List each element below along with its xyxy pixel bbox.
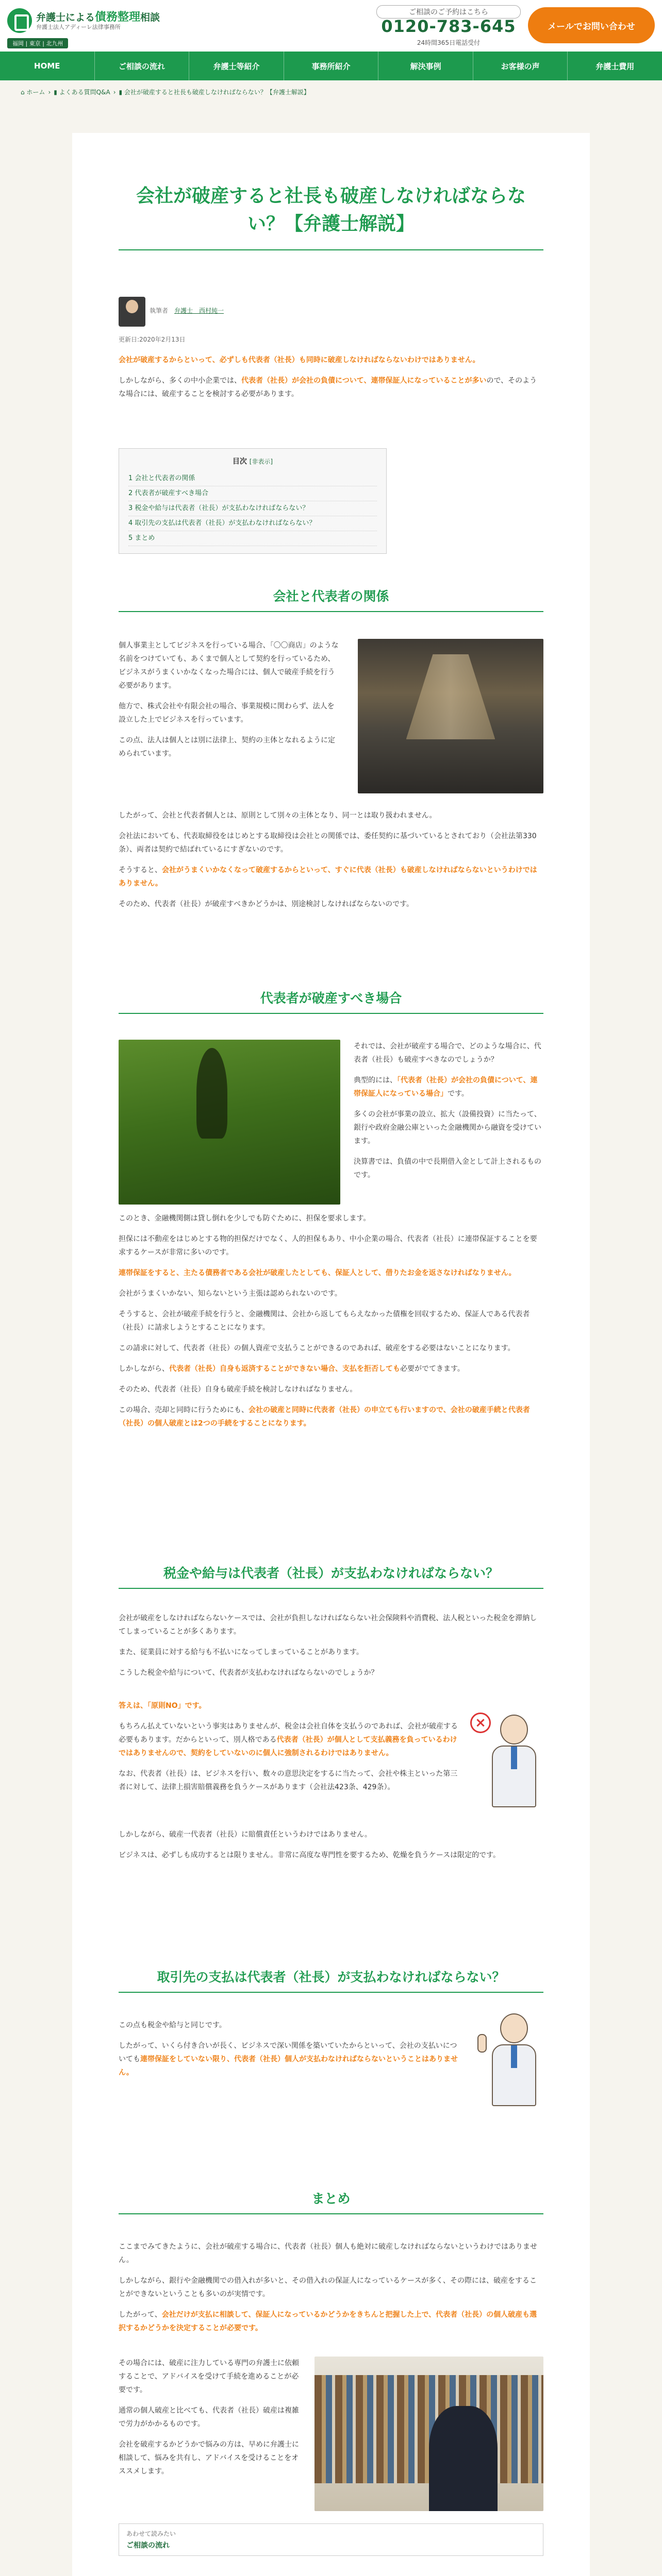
page-title: 会社が破産すると社長も破産しなければならない？【弁護士解説】 bbox=[136, 185, 526, 234]
nav-office[interactable]: 事務所紹介 bbox=[284, 52, 379, 80]
site-header bbox=[0, 0, 662, 52]
tel-label: ご相談のご予約はこちら bbox=[376, 5, 521, 19]
section-heading-summary: まとめ bbox=[119, 2189, 543, 2214]
intro-text: しかしながら、多くの中小企業では、代表者（社長）が会社の負債について、連帯保証人になっていることが多いので、そのような場合には、破産することを検討する必要があります。 bbox=[119, 377, 537, 398]
title-rule bbox=[119, 249, 543, 250]
article-header bbox=[119, 182, 543, 238]
breadcrumb-faq[interactable]: ▮ よくある質問Q&A bbox=[54, 89, 110, 96]
toc-item[interactable]: 3 税金や給与は代表者（社長）が支払わなければならない？ bbox=[128, 501, 377, 516]
lawyer-office-photo bbox=[315, 2357, 543, 2511]
updated-date: 更新日:2020年2月13日 bbox=[119, 336, 186, 343]
breadcrumb-home[interactable]: ⌂ ホーム bbox=[21, 89, 45, 96]
toc-item[interactable]: 4 取引先の支払は代表者（社長）が支払わなければならない？ bbox=[128, 516, 377, 531]
nav-voices[interactable]: お客様の声 bbox=[473, 52, 568, 80]
toc-toggle[interactable]: [非表示] bbox=[249, 458, 273, 465]
author-link[interactable]: 弁護士 西村純一 bbox=[174, 307, 224, 314]
shopping-street-photo bbox=[358, 639, 543, 793]
author-line: 執筆者 弁護士 西村純一 bbox=[150, 307, 224, 314]
section3-answer: 答えは、「原則NO」です。 もちろん払えていないという事実はありませんが、税金は会社自体を支払うのであれば、会社が破産する必要もあります。だからといって、別人格である代表者（社長）が個人として支払義務を負っているわけではありませんので、契約をしていないのに個人に強制されるわけではありません。 なお、代表者（社長）は、ビジネスを行い、数々の意思決定をするに当たって、会社や株主といった第三者に対して、法律上損害賠償義務を負うケースがあります（会社法423条、429条）。 bbox=[119, 1702, 458, 1791]
section2-body: このとき、金融機関側は貸し倒れを少しでも防ぐために、担保を要求します。 担保には不動産をはじめとする物的担保だけでなく、人的担保もあり、中小企業の場合、代表者（社長）に連帯保証することを要求するケースが非常に多いのです。 連帯保証をすると、主たる債務者である会社が破産したとしても、保証人として、借りたお金を返さなければなりません。 会社がうまくいかない、知らないという主張は認められないのです。 そうすると、会社が破産手続を行うと、金融機関は、会社から返してもらえなかった債権を回収するため、保証人である代表者（社長）に請求しようとすることになります。 この請求に対して、代表者（社長）の個人資産で支払うことができるのであれば、破産をする必要はないことになります。 しかしながら、代表者（社長）自身も返済することができない場合、支払を拒否しても必要がでてきます。 そのため、代表者（社長）自身も破産手続を検討しなければなりません。 この場合、売却と同時に行うためにも、会社の破産と同時に代表者（社長）の申立ても行いますので、会社の破産手続と代表者（社長）の個人破産とは2つの手続をすることになります。 bbox=[119, 1214, 537, 1428]
tel-hours: 24時間365日電話受付 bbox=[417, 39, 481, 46]
author-avatar bbox=[119, 297, 145, 327]
nav-cases[interactable]: 解決事例 bbox=[378, 52, 473, 80]
related-read-label: あわせて読みたい bbox=[126, 2530, 176, 2537]
toc-title: 目次 [非表示] bbox=[232, 457, 273, 466]
cross-icon: × bbox=[470, 1713, 491, 1733]
pointing-hand bbox=[477, 2034, 487, 2053]
toc-item[interactable]: 5 まとめ bbox=[128, 531, 377, 546]
area-list: 福岡 | 東京 | 北九州 bbox=[7, 38, 68, 48]
nav-fees[interactable]: 弁護士費用 bbox=[595, 61, 635, 71]
lead-text: 会社が破産するからといって、必ずしも代表者（社長）も同時に破産しなければならないわけではありません。 bbox=[119, 356, 480, 364]
table-of-contents bbox=[119, 448, 387, 554]
nav-home[interactable]: HOME bbox=[0, 52, 95, 80]
summary-advice: その場合には、破産に注力している専門の弁護士に依頼することで、アドバイスを受けて手続を進めることが必要です。 通常の個人破産と比べても、代表者（社長）破産は複雑で労力がかかるものです。 会社を破産するかどうかで悩みの方は、早めに弁護士に相談して、悩みを共有し、アドバイスを受けることをオススメします。 bbox=[119, 2359, 299, 2476]
section-heading-relationship: 会社と代表者の関係 bbox=[119, 586, 543, 612]
logo-icon[interactable] bbox=[7, 8, 32, 33]
businessman-no-illustration bbox=[475, 1715, 541, 1812]
toc-item[interactable]: 1 会社と代表者の関係 bbox=[128, 471, 377, 486]
breadcrumb-current: ▮ 会社が破産すると社長も破産しなければならない？【弁護士解説】 bbox=[119, 89, 310, 96]
toc-item[interactable]: 2 代表者が破産すべき場合 bbox=[128, 486, 377, 501]
mail-contact-button[interactable]: メールでお問い合わせ bbox=[528, 7, 655, 43]
breadcrumb: ⌂ ホーム › ▮ よくある質問Q&A › ▮ 会社が破産すると社長も破産しなければならない？【弁護士解説】 bbox=[21, 89, 310, 96]
nav-flow[interactable]: ご相談の流れ bbox=[95, 52, 190, 80]
section-heading-tax-salary: 税金や給与は代表者（社長）が支払わなければならない？ bbox=[119, 1563, 543, 1589]
section-heading-trade-partner: 取引先の支払は代表者（社長）が支払わなければならない？ bbox=[119, 1967, 543, 1993]
businessman-pointing-illustration bbox=[485, 2013, 541, 2111]
related-read-box[interactable] bbox=[119, 2523, 543, 2556]
section3-body: しかしながら、破産一代表者（社長）に賠償責任というわけではありません。 ビジネスは、必ずしも成功するとは限りません。非常に高度な専門性を要するため、乾燥を負うケースは限定的です。 bbox=[119, 1831, 501, 1859]
article-card bbox=[72, 133, 590, 2576]
site-logo[interactable]: 弁護士による債務整理相談 bbox=[36, 11, 160, 24]
section3-intro: 会社が破産をしなければならないケースでは、会社が負担しなければならない社会保険料や消費税、法人税といった税金を滞納してしまっていることが多くあります。 また、従業員に対する給与も不払いになってしまっていることがあります。 こうした税金や給与について、代表者が支払わなければならないのでしょうか？ bbox=[119, 1614, 537, 1677]
section4-body: この点も税金や給与と同じです。 したがって、いくら付き合いが長く、ビジネスで深い関係を築いていたからといって、会社の支払いについても連帯保証をしていない限り、代表者（社長）個人が支払わなければならないということはありません。 bbox=[119, 2021, 458, 2077]
section1-body: したがって、会社と代表者個人とは、原則として別々の主体となり、同一とは取り扱われません。 会社法においても、代表取締役をはじめとする取締役は会社との関係では、委任契約に基づいているとされており（会社法第330条）、両者は契約で結ばれているにすぎないのです。 そうすると、会社がうまくいかなくなって破産するからといって、すぐに代表（社長）も破産しなければならないというわけではありません。 そのため、代表者（社長）が破産すべきかどうかは、別途検討しなければならないのです。 bbox=[119, 811, 537, 908]
lead-section bbox=[119, 353, 543, 408]
section2-intro: それでは、会社が破産する場合で、どのような場合に、代表者（社長）も破産すべきなのでしょうか？ 典型的には、「代表者（社長）が会社の負債について、連帯保証人になっている場合」です。 多くの会社が事業の設立、拡大（設備投資）に当たって、銀行や政府金融公庫といった金融機関から融資を受けています。 決算書では、負債の中で長期借入金として計上されるものです。 bbox=[354, 1042, 541, 1179]
section1-intro: 個人事業主としてビジネスを行っている場合、「〇〇商店」のような名前をつけていても、あくまで個人として契約を行っているため、ビジネスがうまくいかなくなった場合には、個人で破産手続を行う必要があります。 他方で、株式会社や有限会社の場合、事業規模に関わらず、法人を設立した上でビジネスを行っています。 この点、法人は個人とは別に法律上、契約の主体となれるように定められています。 bbox=[119, 641, 339, 758]
logo-subtitle: 弁護士法人アディーレ法律事務所 bbox=[36, 24, 121, 30]
section-heading-when-bankrupt: 代表者が破産すべき場合 bbox=[119, 988, 543, 1014]
global-nav bbox=[0, 52, 662, 80]
summary-intro: ここまでみてきたように、会社が破産する場合に、代表者（社長）個人も絶対に破産しなければならないというわけではありません。 しかしながら、銀行や金融機関での借入れが多いと、その借入れの保証人になっているケースが多く、その際には、破産をすることができないということも多いのが実情です。 したがって、会社だけが支払に相談して、保証人になっているかどうかをきちんと把握した上で、代表者（社長）の個人破産も選択するかどうかを決定することが必要です。 bbox=[119, 2243, 537, 2332]
nav-lawyers[interactable]: 弁護士等紹介 bbox=[189, 52, 284, 80]
related-read-link[interactable]: ご相談の流れ bbox=[126, 2541, 170, 2550]
tel-number[interactable]: 0120-783-645 bbox=[381, 16, 516, 36]
grass-shadow-photo bbox=[119, 1040, 340, 1205]
